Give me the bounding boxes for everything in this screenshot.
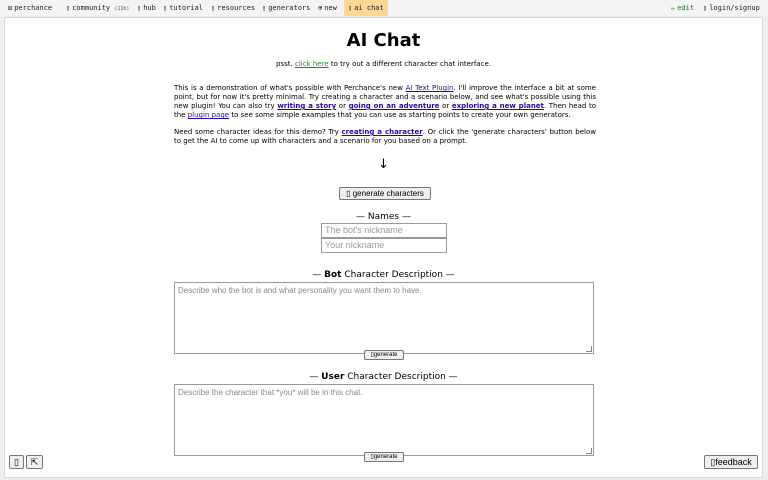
intro-paragraph	[174, 84, 596, 120]
hub-icon: ▯	[137, 4, 142, 12]
main-panel	[4, 17, 763, 478]
resize-grip-icon[interactable]	[586, 448, 592, 454]
feedback-button[interactable]	[704, 455, 758, 469]
generate-characters-button[interactable]	[339, 187, 431, 200]
top-nav	[0, 0, 768, 16]
tutorial-icon: ▯	[163, 4, 168, 12]
intro-text-d: to see some simple examples that you can use as starting points to create your own generators.	[231, 111, 571, 119]
psst-click-here-link[interactable]: click here	[294, 60, 329, 68]
sparkle-icon: ▯	[370, 352, 374, 358]
community-icon: ▯	[66, 4, 71, 12]
bot-description-heading	[5, 270, 762, 280]
generate-characters-label: generate characters	[352, 189, 424, 198]
sparkle-icon: ▯	[346, 189, 351, 198]
plus-circle-icon: ⊕	[318, 4, 323, 12]
ai-text-plugin-link[interactable]: AI Text Plugin	[405, 84, 454, 92]
user-description-textarea[interactable]	[174, 384, 594, 456]
toggle-panel-button[interactable]	[9, 455, 24, 469]
exploring-a-new-planet-link[interactable]: exploring a new planet	[451, 102, 544, 110]
nav-tutorial-label: tutorial	[169, 4, 203, 12]
nav-login[interactable]	[703, 0, 760, 16]
user-desc-suffix: Character Description —	[347, 372, 458, 382]
nav-resources[interactable]	[211, 0, 255, 16]
nav-generators[interactable]	[262, 0, 310, 16]
nav-generators-label: generators	[268, 4, 311, 12]
feedback-icon: ▯	[710, 457, 716, 467]
nav-tutorial[interactable]	[163, 0, 203, 16]
psst-line	[5, 60, 762, 68]
going-on-an-adventure-link[interactable]: going on an adventure	[348, 102, 440, 110]
panel-icon: ▯	[14, 457, 19, 467]
resources-icon: ▯	[211, 4, 216, 12]
nav-new[interactable]	[318, 0, 337, 16]
nav-resources-label: resources	[217, 4, 256, 12]
psst-prefix: psst.	[276, 60, 293, 68]
ideas-text-a: Need some character ideas for this demo? Try	[174, 128, 339, 136]
names-heading: — Names —	[356, 212, 411, 222]
ideas-text-b: . Or click the 'generate characters' button below to get the AI to come up with characters and a scenario for you based on a prompt.	[174, 128, 596, 145]
bot-generate-button[interactable]	[364, 350, 404, 360]
nav-community-count: (11h)	[114, 6, 130, 12]
feedback-label: feedback	[715, 457, 752, 467]
psst-suffix: to try out a different character chat interface.	[330, 60, 491, 68]
bot-generate-label: generate	[373, 352, 398, 358]
user-description-placeholder: Describe the character that *you* will be in this chat.	[178, 388, 363, 397]
chat-icon: ▯	[348, 4, 353, 12]
user-icon: ▯	[703, 4, 708, 12]
pencil-icon: ✏	[671, 4, 676, 12]
bot-description-textarea[interactable]	[174, 282, 594, 354]
your-nickname-input[interactable]: Your nickname	[321, 238, 447, 253]
user-generate-button[interactable]	[364, 452, 404, 462]
bot-nickname-input[interactable]: The bot's nickname	[321, 223, 447, 238]
bot-desc-suffix: Character Description —	[344, 270, 455, 280]
expand-arrow-icon: ⇱	[30, 457, 39, 467]
ideas-paragraph	[174, 128, 596, 146]
dice-icon: ⚄	[8, 4, 13, 12]
user-desc-prefix: —	[309, 372, 319, 382]
user-generate-label: generate	[373, 454, 398, 460]
nav-ai-chat[interactable]	[344, 0, 388, 16]
nav-new-label: new	[324, 4, 337, 12]
resize-grip-icon[interactable]	[586, 346, 592, 352]
writing-a-story-link[interactable]: writing a story	[277, 102, 337, 110]
intro-or-1: or	[338, 102, 346, 110]
nav-edit[interactable]	[671, 0, 694, 16]
user-description-heading	[5, 372, 762, 382]
nav-community-label: community	[72, 4, 111, 12]
intro-text-a: This is a demonstration of what's possible with Perchance's new	[174, 84, 403, 92]
intro-or-2: or	[442, 102, 450, 110]
down-arrow-icon: ↓	[378, 157, 389, 172]
nav-login-label: login/signup	[709, 4, 760, 12]
nav-community[interactable]	[66, 0, 129, 16]
nav-brand[interactable]	[8, 0, 52, 16]
intro-text-b: . I'll improve the interface a bit at some point, but for now it's pretty minimal. Try creating a character and a scenario below, and see what's possible using this new plugin! You can also try	[174, 84, 596, 110]
nav-brand-label: perchance	[14, 4, 53, 12]
page-title: AI Chat	[346, 30, 421, 51]
nav-hub[interactable]	[137, 0, 156, 16]
bot-description-placeholder: Describe who the bot is and what personality you want them to have.	[178, 286, 422, 295]
intro-text-c: . Then head to the	[174, 102, 596, 119]
nav-edit-label: edit	[677, 4, 695, 12]
sparkle-icon: ▯	[370, 454, 374, 460]
bot-desc-prefix: —	[312, 270, 322, 280]
bot-desc-bold: Bot	[324, 270, 342, 280]
expand-button[interactable]	[26, 455, 43, 469]
user-desc-bold: User	[321, 372, 345, 382]
creating-a-character-link[interactable]: creating a character	[341, 128, 423, 136]
plugin-page-link[interactable]: plugin page	[187, 111, 230, 119]
nav-hub-label: hub	[143, 4, 156, 12]
generators-icon: ▯	[262, 4, 267, 12]
nav-ai-chat-label: ai chat	[354, 4, 384, 12]
